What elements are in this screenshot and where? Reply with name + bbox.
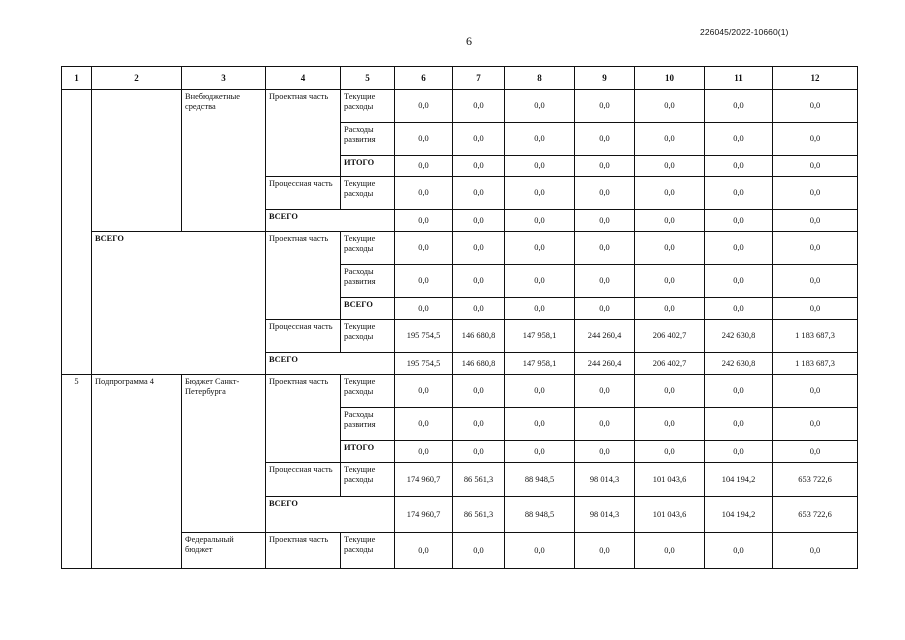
cell-part: Процессная часть	[266, 463, 341, 497]
cell-value: 0,0	[635, 177, 705, 210]
cell-value: 0,0	[505, 232, 575, 265]
cell-value: 88 948,5	[505, 463, 575, 497]
cell-value: 0,0	[575, 298, 635, 320]
cell-value: 0,0	[453, 156, 505, 177]
cell-value: 206 402,7	[635, 353, 705, 375]
cell-value: 0,0	[453, 441, 505, 463]
cell-value: 0,0	[453, 265, 505, 298]
cell-value: 104 194,2	[705, 463, 773, 497]
cell-value: 242 630,8	[705, 353, 773, 375]
cell-value: 0,0	[635, 533, 705, 569]
col-header: 7	[453, 67, 505, 90]
cell-expense-type: Расходы развития	[341, 123, 395, 156]
cell-value: 1 183 687,3	[773, 320, 858, 353]
cell-source: Бюджет Санкт-Петербурга	[182, 375, 266, 533]
cell-value: 0,0	[505, 298, 575, 320]
cell-expense-type: Текущие расходы	[341, 533, 395, 569]
cell-value: 0,0	[575, 265, 635, 298]
cell-value: 0,0	[705, 90, 773, 123]
cell-expense-type: Текущие расходы	[341, 177, 395, 210]
cell-expense-type: Текущие расходы	[341, 232, 395, 265]
cell-value: 146 680,8	[453, 353, 505, 375]
cell-value: 86 561,3	[453, 497, 505, 533]
cell-value: 0,0	[773, 265, 858, 298]
cell-value: 174 960,7	[395, 463, 453, 497]
cell-itogo: ИТОГО	[341, 156, 395, 177]
col-header: 12	[773, 67, 858, 90]
cell-expense-type: Текущие расходы	[341, 463, 395, 497]
col-header: 3	[182, 67, 266, 90]
cell-value: 0,0	[453, 408, 505, 441]
cell-value: 0,0	[773, 298, 858, 320]
cell-value: 0,0	[773, 210, 858, 232]
cell-value: 0,0	[705, 408, 773, 441]
cell-value: 0,0	[505, 375, 575, 408]
cell-value: 0,0	[453, 177, 505, 210]
cell-value: 0,0	[705, 156, 773, 177]
cell-value: 0,0	[773, 123, 858, 156]
cell-vsego: ВСЕГО	[266, 497, 395, 533]
cell-value: 0,0	[575, 533, 635, 569]
table-row	[62, 90, 858, 123]
cell-part: Проектная часть	[266, 232, 341, 320]
cell-value: 98 014,3	[575, 497, 635, 533]
cell-value: 0,0	[705, 441, 773, 463]
cell-value: 0,0	[395, 156, 453, 177]
cell-value: 0,0	[635, 408, 705, 441]
cell-value: 0,0	[773, 441, 858, 463]
cell-value: 0,0	[705, 375, 773, 408]
cell-value: 0,0	[505, 123, 575, 156]
cell-value: 104 194,2	[705, 497, 773, 533]
cell-value: 0,0	[773, 90, 858, 123]
col-header: 1	[62, 67, 92, 90]
cell-value: 242 630,8	[705, 320, 773, 353]
cell-value: 244 260,4	[575, 320, 635, 353]
cell-expense-type: Текущие расходы	[341, 375, 395, 408]
cell-value: 0,0	[395, 210, 453, 232]
cell-value: 0,0	[635, 156, 705, 177]
cell-value: 0,0	[395, 265, 453, 298]
cell-value: 0,0	[453, 232, 505, 265]
table-row	[62, 375, 858, 408]
cell-value: 0,0	[773, 177, 858, 210]
cell-value: 653 722,6	[773, 463, 858, 497]
cell-value: 0,0	[453, 90, 505, 123]
cell-value: 0,0	[453, 298, 505, 320]
cell-part: Проектная часть	[266, 90, 341, 177]
col-header: 5	[341, 67, 395, 90]
cell-value: 244 260,4	[575, 353, 635, 375]
cell-value: 653 722,6	[773, 497, 858, 533]
cell-value: 0,0	[635, 375, 705, 408]
cell-value: 0,0	[635, 123, 705, 156]
cell-value: 0,0	[395, 533, 453, 569]
cell-value: 206 402,7	[635, 320, 705, 353]
cell-part: Проектная часть	[266, 533, 341, 569]
table-row	[62, 232, 858, 265]
cell-value: 0,0	[395, 408, 453, 441]
cell-value: 0,0	[705, 232, 773, 265]
cell-value: 0,0	[395, 375, 453, 408]
cell-value: 0,0	[453, 123, 505, 156]
document-id: 226045/2022-10660(1)	[700, 27, 789, 37]
cell-value: 0,0	[773, 408, 858, 441]
col-header: 9	[575, 67, 635, 90]
cell-value: 174 960,7	[395, 497, 453, 533]
cell-value: 0,0	[575, 177, 635, 210]
budget-table	[61, 66, 858, 569]
cell-value: 98 014,3	[575, 463, 635, 497]
cell-value: 0,0	[505, 408, 575, 441]
cell-row-number	[62, 90, 92, 375]
cell-value: 0,0	[705, 123, 773, 156]
cell-value: 0,0	[395, 298, 453, 320]
cell-value: 0,0	[395, 177, 453, 210]
cell-value: 0,0	[575, 232, 635, 265]
cell-vsego: ВСЕГО	[341, 298, 395, 320]
cell-vsego: ВСЕГО	[266, 353, 395, 375]
cell-value: 0,0	[705, 298, 773, 320]
cell-program-name: Подпрограмма 4	[92, 375, 182, 569]
cell-itogo: ИТОГО	[341, 441, 395, 463]
cell-value: 0,0	[453, 533, 505, 569]
cell-vsego: ВСЕГО	[266, 210, 395, 232]
cell-source: Федеральный бюджет	[182, 533, 266, 569]
cell-value: 0,0	[453, 210, 505, 232]
cell-value: 146 680,8	[453, 320, 505, 353]
cell-value: 0,0	[505, 177, 575, 210]
col-header: 10	[635, 67, 705, 90]
cell-value: 0,0	[773, 533, 858, 569]
cell-value: 0,0	[395, 90, 453, 123]
cell-grand-total-label: ВСЕГО	[92, 232, 266, 375]
cell-value: 0,0	[505, 156, 575, 177]
cell-value: 0,0	[773, 232, 858, 265]
col-header: 8	[505, 67, 575, 90]
page-number: 6	[466, 34, 472, 48]
cell-part: Проектная часть	[266, 375, 341, 463]
cell-expense-type: Расходы развития	[341, 408, 395, 441]
col-header: 2	[92, 67, 182, 90]
cell-program-name	[92, 90, 182, 232]
cell-value: 0,0	[395, 232, 453, 265]
cell-source: Внебюджетные средства	[182, 90, 266, 232]
cell-value: 0,0	[575, 408, 635, 441]
cell-expense-type: Расходы развития	[341, 265, 395, 298]
cell-value: 0,0	[705, 265, 773, 298]
cell-value: 0,0	[635, 232, 705, 265]
cell-value: 0,0	[705, 533, 773, 569]
cell-value: 0,0	[773, 375, 858, 408]
cell-value: 0,0	[575, 210, 635, 232]
cell-value: 88 948,5	[505, 497, 575, 533]
column-header-row	[62, 67, 858, 90]
cell-value: 0,0	[705, 210, 773, 232]
cell-value: 0,0	[575, 156, 635, 177]
col-header: 4	[266, 67, 341, 90]
cell-value: 101 043,6	[635, 497, 705, 533]
cell-value: 0,0	[575, 441, 635, 463]
cell-value: 0,0	[575, 375, 635, 408]
cell-expense-type: Текущие расходы	[341, 90, 395, 123]
cell-value: 0,0	[635, 298, 705, 320]
cell-value: 147 958,1	[505, 320, 575, 353]
cell-value: 0,0	[505, 265, 575, 298]
cell-value: 0,0	[635, 90, 705, 123]
cell-value: 0,0	[505, 210, 575, 232]
cell-value: 0,0	[505, 441, 575, 463]
cell-value: 0,0	[453, 375, 505, 408]
cell-expense-type: Текущие расходы	[341, 320, 395, 353]
col-header: 11	[705, 67, 773, 90]
cell-value: 147 958,1	[505, 353, 575, 375]
cell-value: 0,0	[575, 90, 635, 123]
cell-value: 0,0	[635, 265, 705, 298]
cell-value: 195 754,5	[395, 353, 453, 375]
cell-value: 86 561,3	[453, 463, 505, 497]
cell-value: 0,0	[635, 441, 705, 463]
cell-part: Процессная часть	[266, 320, 341, 353]
cell-value: 0,0	[705, 177, 773, 210]
cell-part: Процессная часть	[266, 177, 341, 210]
cell-value: 1 183 687,3	[773, 353, 858, 375]
cell-value: 0,0	[505, 90, 575, 123]
table-row	[62, 533, 858, 569]
col-header: 6	[395, 67, 453, 90]
cell-value: 0,0	[505, 533, 575, 569]
cell-value: 195 754,5	[395, 320, 453, 353]
cell-value: 0,0	[635, 210, 705, 232]
cell-value: 0,0	[395, 123, 453, 156]
cell-value: 0,0	[773, 156, 858, 177]
cell-value: 101 043,6	[635, 463, 705, 497]
cell-value: 0,0	[395, 441, 453, 463]
cell-row-number: 5	[62, 375, 92, 569]
cell-value: 0,0	[575, 123, 635, 156]
